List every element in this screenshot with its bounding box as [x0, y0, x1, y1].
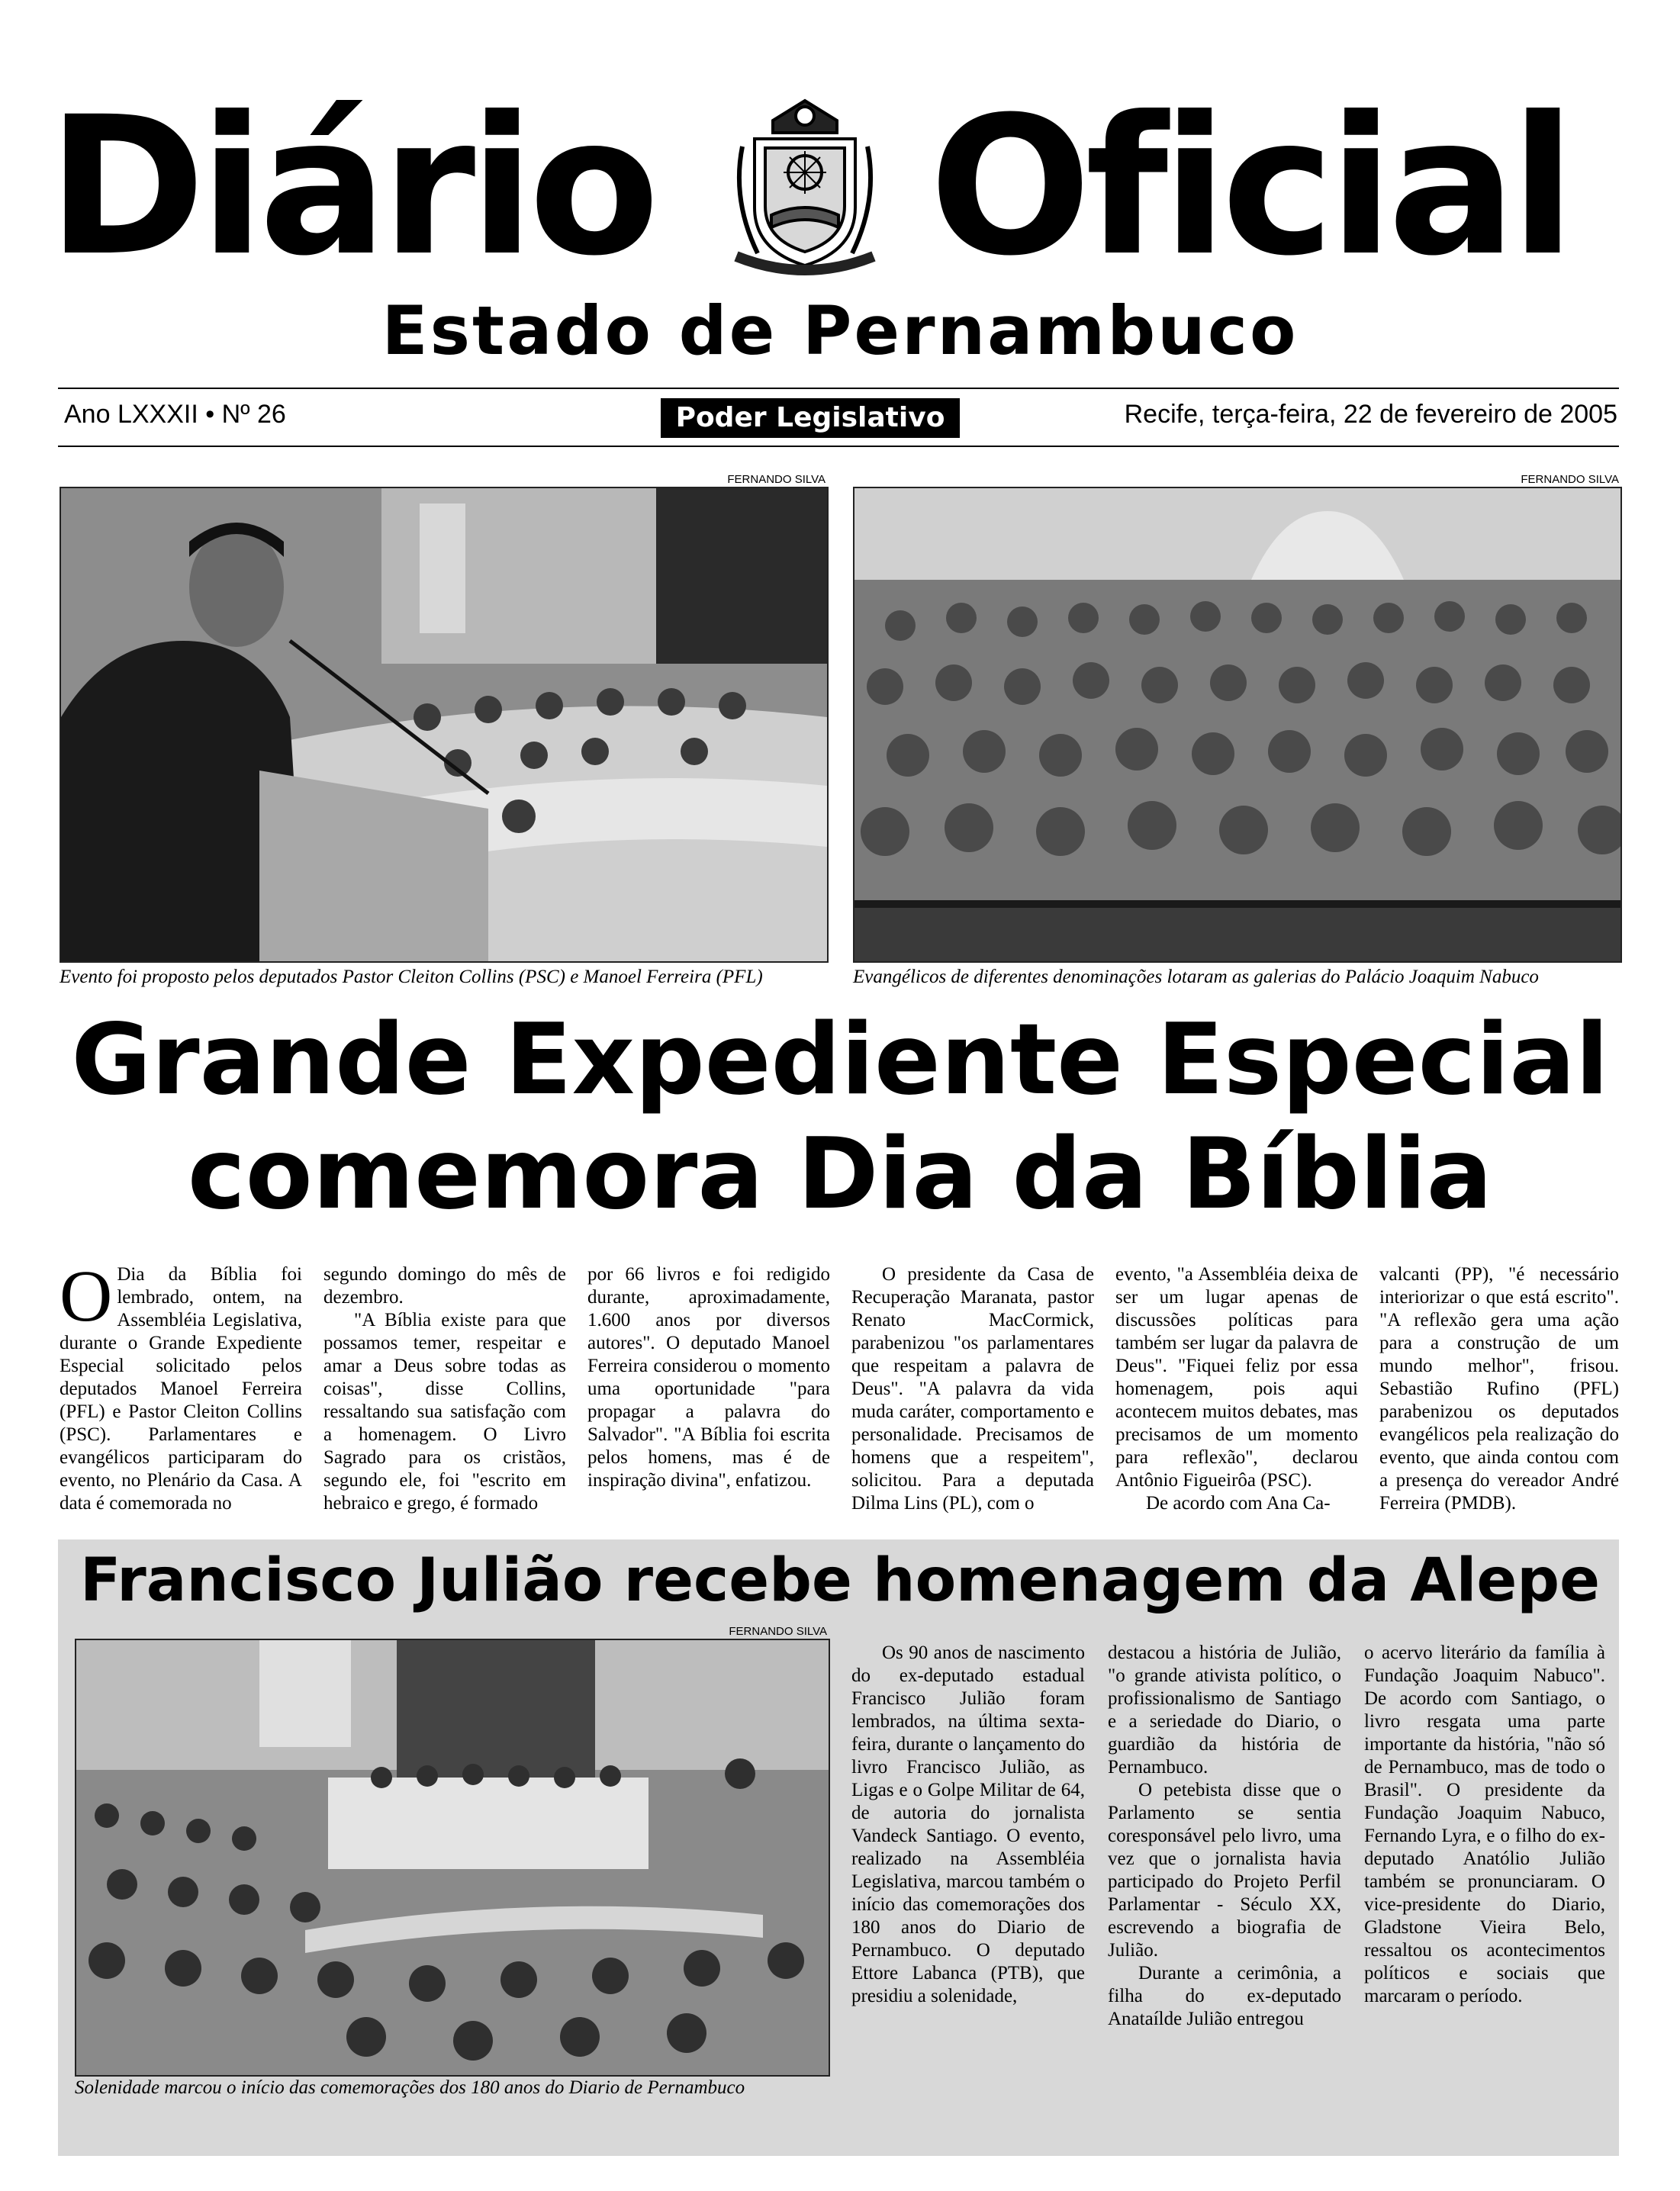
- top-rule: [58, 388, 1619, 389]
- drop-cap: O: [60, 1255, 113, 1337]
- article-column: [323, 1263, 566, 1515]
- photo-caption: Evangélicos de diferentes denominações lotaram as galerias do Palácio Joaquim Nabuco: [853, 967, 1539, 987]
- article-column: [1115, 1263, 1358, 1515]
- main-headline-line-1: Grande Expediente Especial: [71, 1003, 1609, 1117]
- article-column: [1108, 1642, 1341, 2031]
- paragraph: destacou a história de Julião, "o grande ativista político, o profissionalismo de Santiago e a seriedade do Diario, o guardião da história de Pernambuco.: [1108, 1642, 1341, 1778]
- paragraph: evento, "a Assembléia deixa de ser um lugar apenas de discussões políticas para também ser lugar da palavra de Deus". "Fiquei feliz por essa homenagem, pois aqui acontecem muitos debates, mas precisamos de um momento para reflexão", declarou Antônio Figueirôa (PSC).: [1115, 1264, 1358, 1491]
- article-column: [851, 1263, 1094, 1515]
- section-badge: Poder Legislativo: [661, 398, 960, 438]
- article-column: [851, 1642, 1085, 2008]
- photo-crowd-in-gallery: [853, 487, 1622, 963]
- secondary-headline: Francisco Julião recebe homenagem da Alepe: [79, 1546, 1601, 1615]
- paragraph: O presidente da Casa de Recuperação Maranata, pastor Renato MacCormick, parabenizou "os parlamentares que respeitam a palavra de Deus". "A palavra da vida muda caráter, comportamento e personalidade. Precisamos de homens que a respeitem", solicitou. Para a deputada Dilma Lins (PL), com o: [851, 1264, 1094, 1514]
- photo-caption: Solenidade marcou o início das comemorações dos 180 anos do Diario de Pernambuco: [75, 2077, 745, 2098]
- main-headline-line-2: comemora Dia da Bíblia: [187, 1118, 1493, 1231]
- article-column: [587, 1263, 830, 1492]
- photo-credit: FERNANDO SILVA: [1521, 473, 1619, 486]
- article-column: [60, 1255, 302, 1515]
- paragraph: De acordo com Ana Ca-: [1146, 1493, 1331, 1514]
- masthead-subtitle: Estado de Pernambuco: [381, 291, 1299, 370]
- paragraph: Durante a cerimônia, a filha do ex-deputado Anataílde Julião entregou: [1108, 1963, 1341, 2029]
- paragraph: Dia da Bíblia foi lembrado, ontem, na Assembléia Legislativa, durante o Grande Expediente Especial solicitado pelos deputados Manoel Ferreira (PFL) e Pastor Cleiton Collins (PSC). Parlamentares e evangélicos participaram do evento, no Plenário da Casa. A data é comemorada no: [60, 1264, 302, 1514]
- masthead-title-right: Oficial: [929, 76, 1570, 298]
- paragraph: o acervo literário da família à Fundação Joaquim Nabuco". De acordo com Santiago, o livro resgata uma parte importante da história, "não só de Pernambuco, mas de todo o Brasil". O presidente da Fundação Joaquim Nabuco, Fernando Lyra, e o filho do ex-deputado Anatólio Julião também se pronunciaram. O vice-presidente do Diario, Gladstone Vieira Belo, ressaltou os acontecimentos políticos e sociais que marcaram o período.: [1364, 1642, 1605, 2006]
- paragraph: por 66 livros e foi redigido durante, aproximadamente, 1.600 anos por diversos autores". O deputado Manoel Ferreira considerou o momento uma oportunidade "para propagar a palavra do Salvador". "A Bíblia foi escrita pelos homens, mas é de inspiração divina", enfatizou.: [587, 1264, 830, 1491]
- paragraph: "A Bíblia existe para que possamos temer, respeitar e amar a Deus sobre todas as coisas", disse Collins, ressaltando sua satisfação com a homenagem. O Livro Sagrado para os cristãos, segundo ele, foi "escrito em hebraico e grego, é formado: [323, 1310, 566, 1514]
- photo-ceremony-plenary: [75, 1639, 830, 2077]
- masthead-title-left: Diário: [47, 76, 654, 298]
- state-coat-of-arms-seal: [727, 93, 883, 284]
- photo-speaker-at-podium: [60, 487, 829, 963]
- paragraph: O petebista disse que o Parlamento se sentia coresponsável pelo livro, uma vez que o jornalista havia participado do Projeto Perfil Parlamentar - Século XX, escrevendo a biografia de Julião.: [1108, 1780, 1341, 1961]
- paragraph: valcanti (PP), "é necessário interiorizar o que está escrito". "A reflexão gera uma ação para a construção de um mundo melhor", frisou. Sebastião Rufino (PFL) parabenizou os deputados evangélicos pela realização do evento, que ainda contou com a presença do vereador André Ferreira (PMDB).: [1379, 1264, 1619, 1514]
- article-column: [1364, 1642, 1605, 2008]
- photo-caption: Evento foi proposto pelos deputados Pastor Cleiton Collins (PSC) e Manoel Ferreira (PFL): [60, 967, 763, 987]
- paragraph: segundo domingo do mês de dezembro.: [323, 1264, 566, 1308]
- dateline: Recife, terça-feira, 22 de fevereiro de 2005: [1124, 400, 1617, 429]
- article-column: [1379, 1263, 1619, 1515]
- photo-credit: FERNANDO SILVA: [729, 1625, 827, 1638]
- edition-number: Ano LXXXII • Nº 26: [64, 400, 286, 429]
- bottom-rule: [58, 446, 1619, 447]
- photo-credit: FERNANDO SILVA: [727, 473, 826, 486]
- paragraph: Os 90 anos de nascimento do ex-deputado estadual Francisco Julião foram lembrados, na última sexta-feira, durante o lançamento do livro Francisco Julião, as Ligas e o Golpe Militar de 64, de autoria do jornalista Vandeck Santiago. O evento, realizado na Assembléia Legislativa, marcou também o início das comemorações dos 180 anos do Diario de Pernambuco. O deputado Ettore Labanca (PTB), que presidiu a solenidade,: [851, 1642, 1085, 2006]
